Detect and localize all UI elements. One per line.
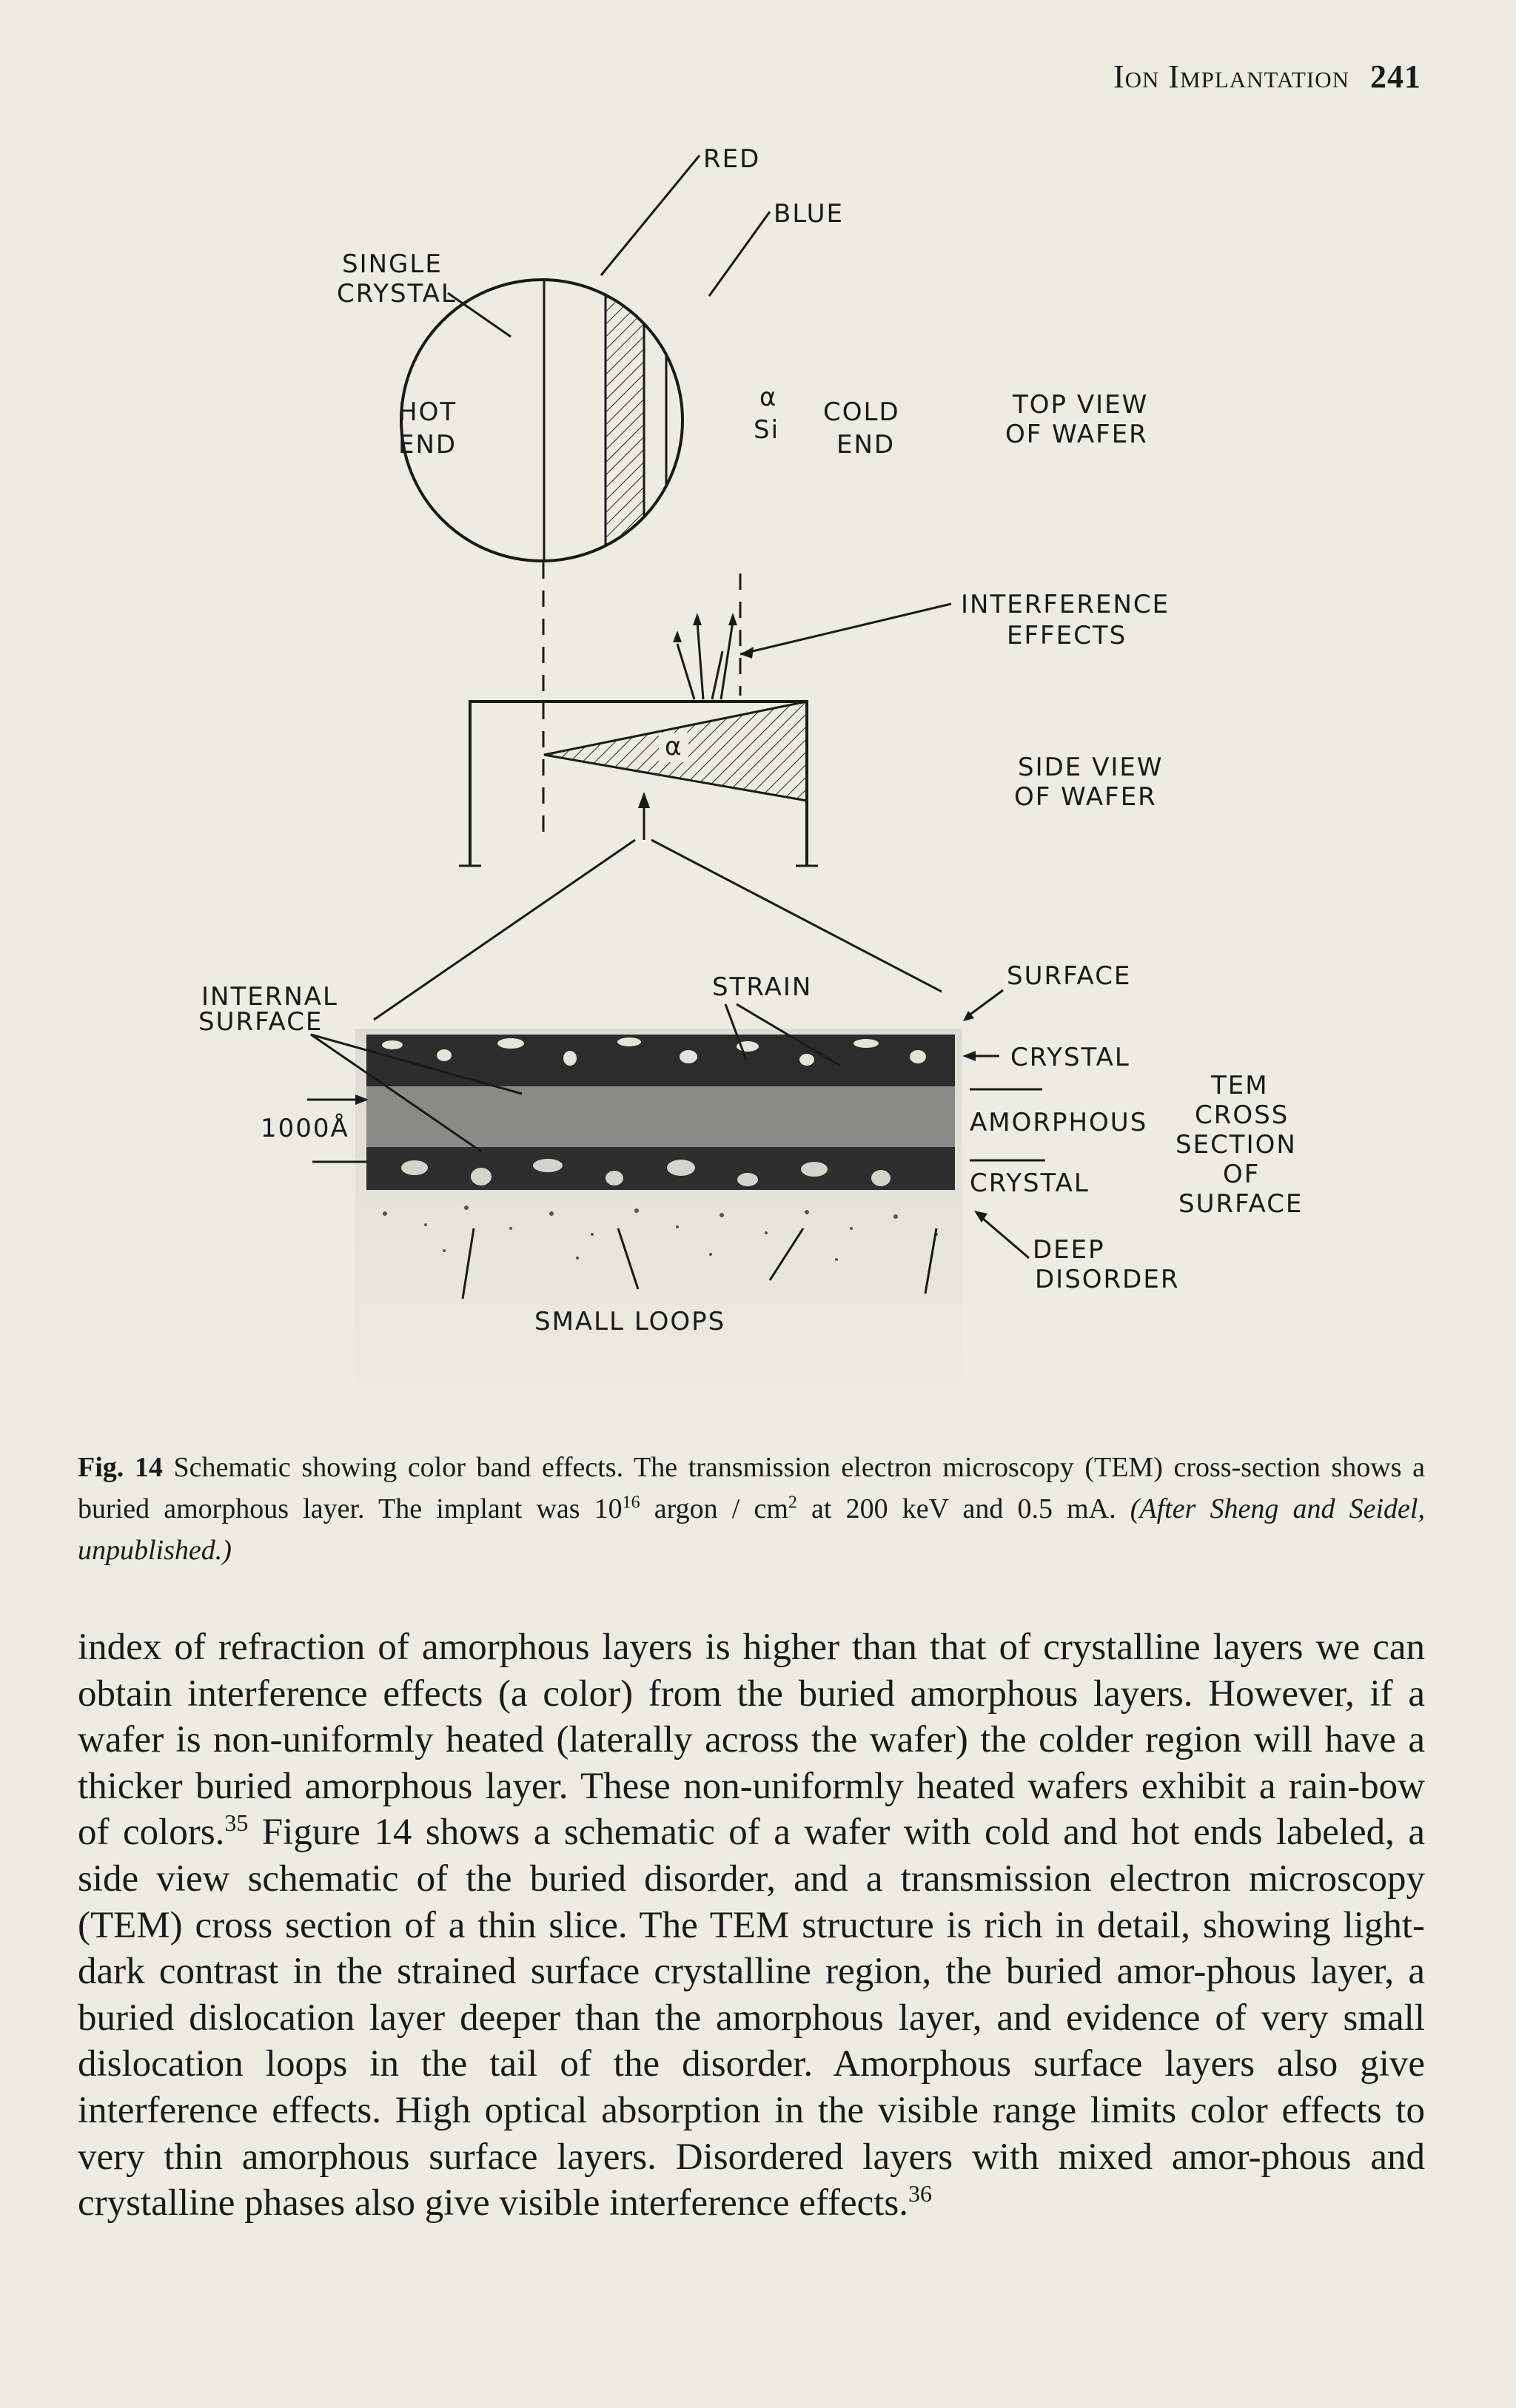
caption-text: argon / cm: [640, 1493, 788, 1524]
internal-surface-label: INTERNAL: [201, 982, 338, 1012]
figure-caption: [78, 1447, 1425, 1571]
tem-label-5: SURFACE: [1178, 1189, 1304, 1219]
caption-text: Schematic showing color band effects. The transmission electron microscopy (TEM) cross-section shows a buried amorphous layer. The implant was 10: [78, 1452, 1425, 1524]
si-label: Si: [754, 415, 780, 445]
buried-crystal-band: [366, 1147, 955, 1190]
interference-label: INTERFERENCE: [961, 590, 1170, 619]
blue-label: BLUE: [774, 199, 844, 229]
arrowhead: [638, 792, 650, 808]
arrowhead: [962, 1051, 976, 1061]
tem-label: TEM: [1211, 1071, 1269, 1100]
cold-label: COLD: [823, 397, 900, 427]
blue-leader: [709, 212, 770, 296]
wafer-side-view: [459, 702, 1163, 866]
internal-surface-label-2: SURFACE: [198, 1007, 323, 1037]
side-view-label-2: OF WAFER: [1014, 782, 1157, 812]
tem-micrograph: [198, 961, 1303, 1413]
tem-label-3: SECTION: [1175, 1130, 1297, 1160]
strain-label: STRAIN: [712, 972, 813, 1002]
body-text-segment: index of refraction of amorphous layers is higher than that of crystalline layers we can obtain interference effects (a color) from the buried amorphous layers. However, if a wafer is non-uniformly heated (laterally across the wafer) the colder region will have a thicker buried amorphous layer. These non-uniformly heated wafers exhibit a rain-bow of colors.: [78, 1627, 1425, 1854]
hot-label: HOT: [398, 397, 457, 427]
single-label: SINGLE: [342, 249, 443, 279]
ray: [721, 622, 733, 699]
deep-disorder-leader: [977, 1214, 1029, 1258]
surface-leader: [966, 990, 1003, 1018]
deep-disorder-label: DEEP: [1033, 1235, 1105, 1265]
top-view-label: TOP VIEW: [1013, 390, 1149, 420]
caption-superscript: 16: [622, 1493, 640, 1513]
arrowhead: [693, 613, 702, 625]
tem-label-4: OF: [1223, 1160, 1261, 1189]
amorphous-label: AMORPHOUS: [970, 1108, 1148, 1137]
thickness-label: 1000Å: [261, 1114, 349, 1143]
reference-number: 35: [224, 1809, 249, 1837]
arrowhead: [673, 630, 682, 642]
arrowhead: [728, 613, 737, 625]
surface-label: SURFACE: [1007, 961, 1132, 991]
interference-leader: [740, 604, 951, 654]
deep-disorder-label-2: DISORDER: [1035, 1265, 1180, 1294]
body-text: [78, 1624, 1425, 2227]
ray: [712, 651, 722, 699]
wafer-top-view: [337, 144, 1148, 585]
cold-end-label: END: [836, 430, 896, 460]
side-view-label: SIDE VIEW: [1018, 753, 1164, 782]
caption-text: at 200 keV and 0.5 mA.: [796, 1493, 1130, 1524]
ray: [697, 622, 703, 699]
alpha-top-label: α: [759, 383, 778, 412]
alpha-side-label: α: [665, 732, 683, 761]
body-text-segment: Figure 14 shows a schematic of a wafer with cold and hot ends labeled, a side view schematic of the buried disorder, and a transmission electron microscopy (TEM) cross section of a thin slice. The TEM structure is rich in detail, showing light-dark contrast in the strained surface crystalline region, the buried amor-phous layer, a buried dislocation layer deeper than the amorphous layer, and evidence of very small dislocation loops in the tail of the disorder. Amorphous surface layers also give interference effects. High optical absorption in the visible range limits color effects to very thin amorphous surface layers. Disordered layers with mixed amor-phous and crystalline phases also give visible interference effects.: [78, 1812, 1425, 2224]
page-number: 241: [1370, 58, 1421, 95]
caption-superscript: 2: [788, 1493, 797, 1513]
caption-credit: (After Sheng and Seidel, unpublished.): [78, 1493, 1425, 1566]
tem-label-2: CROSS: [1195, 1100, 1289, 1130]
body-paragraph: [78, 1624, 1425, 2227]
red-label: RED: [703, 144, 761, 174]
crystal-label: CRYSTAL: [1010, 1043, 1130, 1072]
red-leader: [601, 155, 700, 275]
running-head-title: Ion Implantation: [1113, 58, 1349, 95]
red-band: [606, 266, 644, 585]
blue-band: [702, 266, 742, 585]
hot-end-label: END: [398, 430, 457, 460]
interference-label-2: EFFECTS: [1007, 621, 1127, 650]
small-loops-label: SMALL LOOPS: [534, 1307, 726, 1336]
reference-number: 36: [908, 2180, 933, 2207]
magnification-line-right: [651, 840, 942, 992]
ray: [677, 644, 694, 699]
amorphous-band: [366, 1086, 955, 1147]
magnification-line-left: [374, 840, 635, 1020]
caption-figure-number: Fig. 14: [78, 1452, 163, 1483]
crystal-label-2: CRYSTAL: [970, 1168, 1090, 1198]
single-crystal-label: CRYSTAL: [337, 279, 457, 309]
single-crystal-leader: [448, 293, 511, 337]
top-view-label-2: OF WAFER: [1005, 420, 1148, 449]
